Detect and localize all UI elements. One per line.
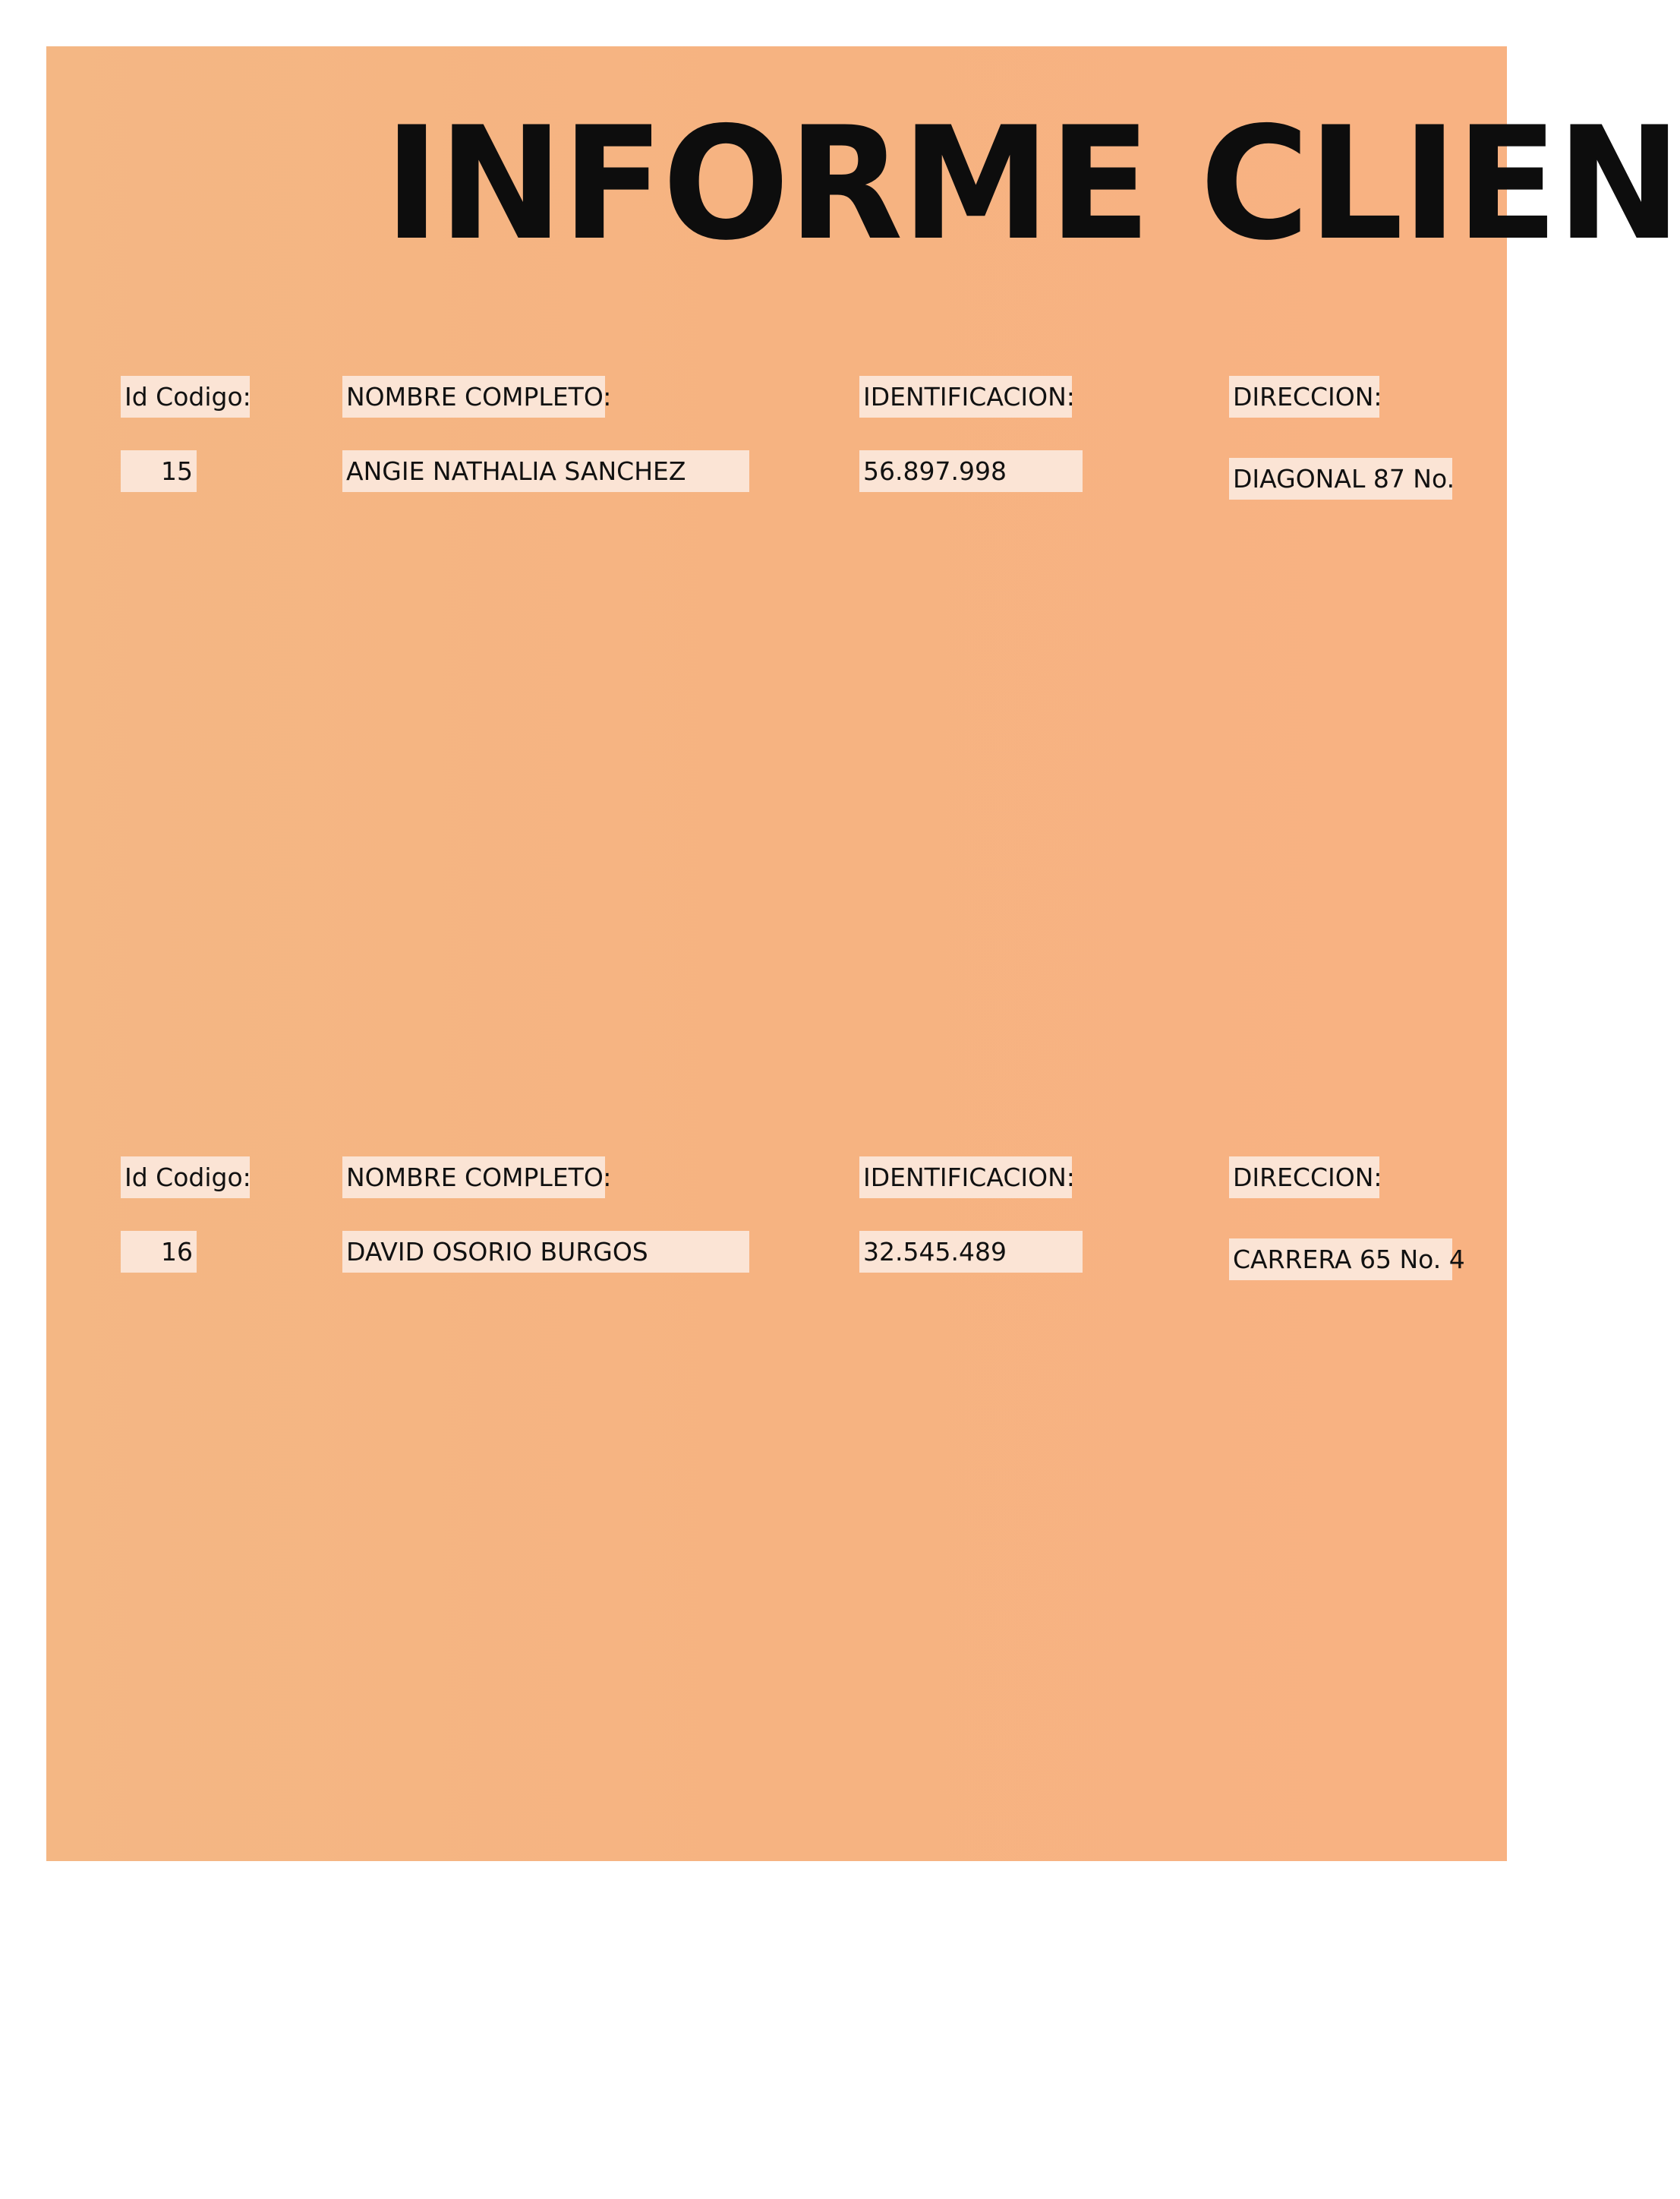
- identification-value: 32.545.489: [859, 1231, 1083, 1273]
- address-label: DIRECCION:: [1229, 1156, 1379, 1198]
- name-label: NOMBRE COMPLETO:: [342, 1156, 605, 1198]
- identification-label: IDENTIFICACION:: [859, 376, 1072, 418]
- id-value: 16: [121, 1231, 197, 1273]
- report-sheet: [46, 46, 1680, 1861]
- id-value: 15: [121, 450, 197, 492]
- address-label: DIRECCION:: [1229, 376, 1379, 418]
- name-value: ANGIE NATHALIA SANCHEZ: [342, 450, 749, 492]
- address-value: CARRERA 65 No. 4: [1229, 1238, 1452, 1280]
- id-label: Id Codigo:: [121, 1156, 250, 1198]
- address-value: DIAGONAL 87 No.: [1229, 458, 1452, 500]
- report-title: INFORME CLIEN: [384, 94, 1680, 275]
- name-label: NOMBRE COMPLETO:: [342, 376, 605, 418]
- identification-value: 56.897.998: [859, 450, 1083, 492]
- identification-label: IDENTIFICACION:: [859, 1156, 1072, 1198]
- id-label: Id Codigo:: [121, 376, 250, 418]
- name-value: DAVID OSORIO BURGOS: [342, 1231, 749, 1273]
